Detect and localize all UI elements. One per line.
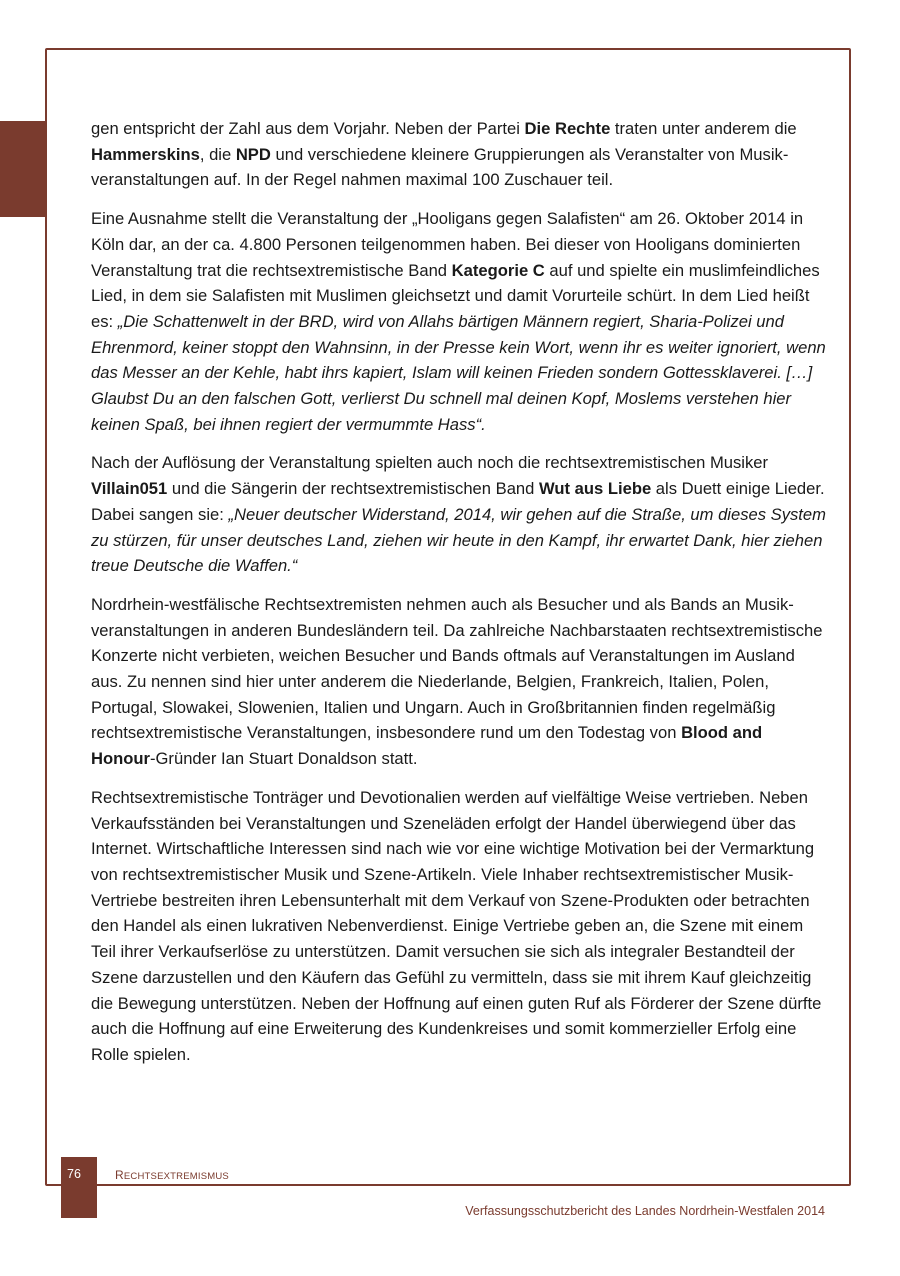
paragraph-1: gen entspricht der Zahl aus dem Vorjahr. Neben der Partei Die Rechte traten unter anderem die Hammerskins, die NPD und verschiedene kleinere Gruppierungen als Veranstalter von Musikveranstaltungen auf. In der Regel nahmen maximal 100 Zuschauer teil. xyxy=(91,119,797,190)
paragraph-4: Nordrhein-westfälische Rechtsextremisten nehmen auch als Besucher und als Bands an Musikveranstaltungen in anderen Bundesländern teil. Da zahlreiche Nachbarstaaten rechtsextremistische Konzerte nicht verbieten, weichen Besucher und Bands oftmals auf Veranstaltungen im Ausland aus. Zu nennen sind hier unter anderem die Niederlande, Belgien, Frankreich, Italien, Polen, Portugal, Slowakei, Slowenien, Italien und Ungarn. Auch in Großbritannien finden regelmäßig rechtsextremistische Veranstaltungen, insbesondere rund um den Todestag von Blood and Honour-Gründer Ian Stuart Donaldson statt. xyxy=(91,594,823,769)
bold-hammerskins: Hammerskins xyxy=(91,144,200,164)
paragraph-3: Nach der Auflösung der Veranstaltung spielten auch noch die rechtsextremistischen Musiker Villain051 und die Sängerin der rechtsextremistischen Band Wut aus Liebe als Duett einige Lieder. Dabei sangen sie: „Neuer deutscher Widerstand, 2014, wir gehen auf die Straße, um dieses System zu stürzen, für unser deutsches Land, ziehen wir heute in den Kampf, ihr erwartet Dank, hier ziehen treue Deutsche die Waffen.“ xyxy=(91,453,826,576)
paragraph-2: Eine Ausnahme stellt die Veranstaltung der „Hooligans gegen Salafisten“ am 26. Oktober 2014 in Köln dar, an der ca. 4.800 Personen teilgenommen haben. Bei dieser von Hooligans dominierten Veranstaltung trat die rechtsextremistische Band Kategorie C auf und spielte ein muslimfeindliches Lied, in dem sie Salafisten mit Muslimen gleichsetzt und damit Vorurteile schürt. In dem Lied heißt es: „Die Schattenwelt in der BRD, wird von Allahs bärtigen Männern regiert, Sharia-Polizei und Ehrenmord, keiner stoppt den Wahnsinn, in der Presse kein Wort, wenn ihr es weiter ignoriert, wenn das Messer an der Kehle, habt ihrs kapiert, Islam will keinen Frieden sondern Gottessklaverei. […] Glaubst Du an den falschen Gott, verlierst Du schnell mal deinen Kopf, Moslems verstehen hier keinen Spaß, bei ihnen regiert der vermummte Hass“. xyxy=(91,209,826,434)
quote-lyrics-2: „Neuer deutscher Widerstand, 2014, wir gehen auf die Straße, um dieses System zu stürzen, für unser deutsches Land, ziehen wir heute in den Kampf, ihr erwartet Dank, hier ziehen treue Deutsche die Waffen.“ xyxy=(91,504,826,576)
bold-blood-and-honour: Blood and Honour xyxy=(91,723,763,769)
body-text xyxy=(91,116,829,1081)
bold-villain051: Villain051 xyxy=(91,479,168,499)
paragraph-5: Rechtsextremistische Tonträger und Devotionalien werden auf vielfältige Weise vertrieben. Neben Verkaufsständen bei Veranstaltungen und Szeneläden erfolgt der Handel überwiegend über das Internet. Wirtschaftliche Interessen sind nach wie vor eine wichtige Motivation bei der Vermarktung von rechtsextremistischer Musik und Szene-Artikeln. Viele Inhaber rechtsextremistischer Musik-Vertriebe bestreiten ihren Lebensunterhalt mit dem Verkauf von Szene-Produkten oder betrachten den Handel als einen lukrativen Nebenverdienst. Einige Vertriebe geben an, die Szene mit einem Teil ihrer Verkaufserlöse zu unterstützen. Damit versuchen sie sich als integraler Bestandteil der Szene darzustellen und den Käufern das Gefühl zu vermitteln, dass sie mit ihrem Kauf gleichzeitig die Bewegung unterstützen. Neben der Hoffnung auf einen guten Ruf als Förderer der Szene dürfte auch die Hoffnung auf eine Erweiterung des Kundenkreises und somit kommerzieller Erfolg eine Rolle spielen. xyxy=(91,787,822,1064)
section-title: RECHTSEXTREMISMUS xyxy=(115,1168,229,1182)
bold-kategorie-c: Kategorie C xyxy=(451,260,545,280)
side-tab-marker xyxy=(0,121,46,217)
quote-lyrics-1: „Die Schattenwelt in der BRD, wird von Allahs bärtigen Männern regiert, Sharia-Polizei und Ehrenmord, keiner stoppt den Wahnsinn, in der Presse kein Wort, wenn ihr es weiter ignoriert, wenn das Messer an der Kehle, habt ihrs kapiert, Islam will keinen Frieden sondern Gottessklaverei. […] Glaubst Du an den falschen Gott, verlierst Du schnell mal deinen Kopf, Moslems verstehen hier keinen Spaß, bei ihnen regiert der vermummte Hass“. xyxy=(91,311,826,434)
bold-npd: NPD xyxy=(235,144,271,164)
bold-wut-aus-liebe: Wut aus Liebe xyxy=(539,479,652,499)
report-title: Verfassungsschutzbericht des Landes Nordrhein-Westfalen 2014 xyxy=(465,1204,825,1218)
page-number: 76 xyxy=(67,1167,81,1181)
bold-die-rechte: Die Rechte xyxy=(524,119,611,138)
